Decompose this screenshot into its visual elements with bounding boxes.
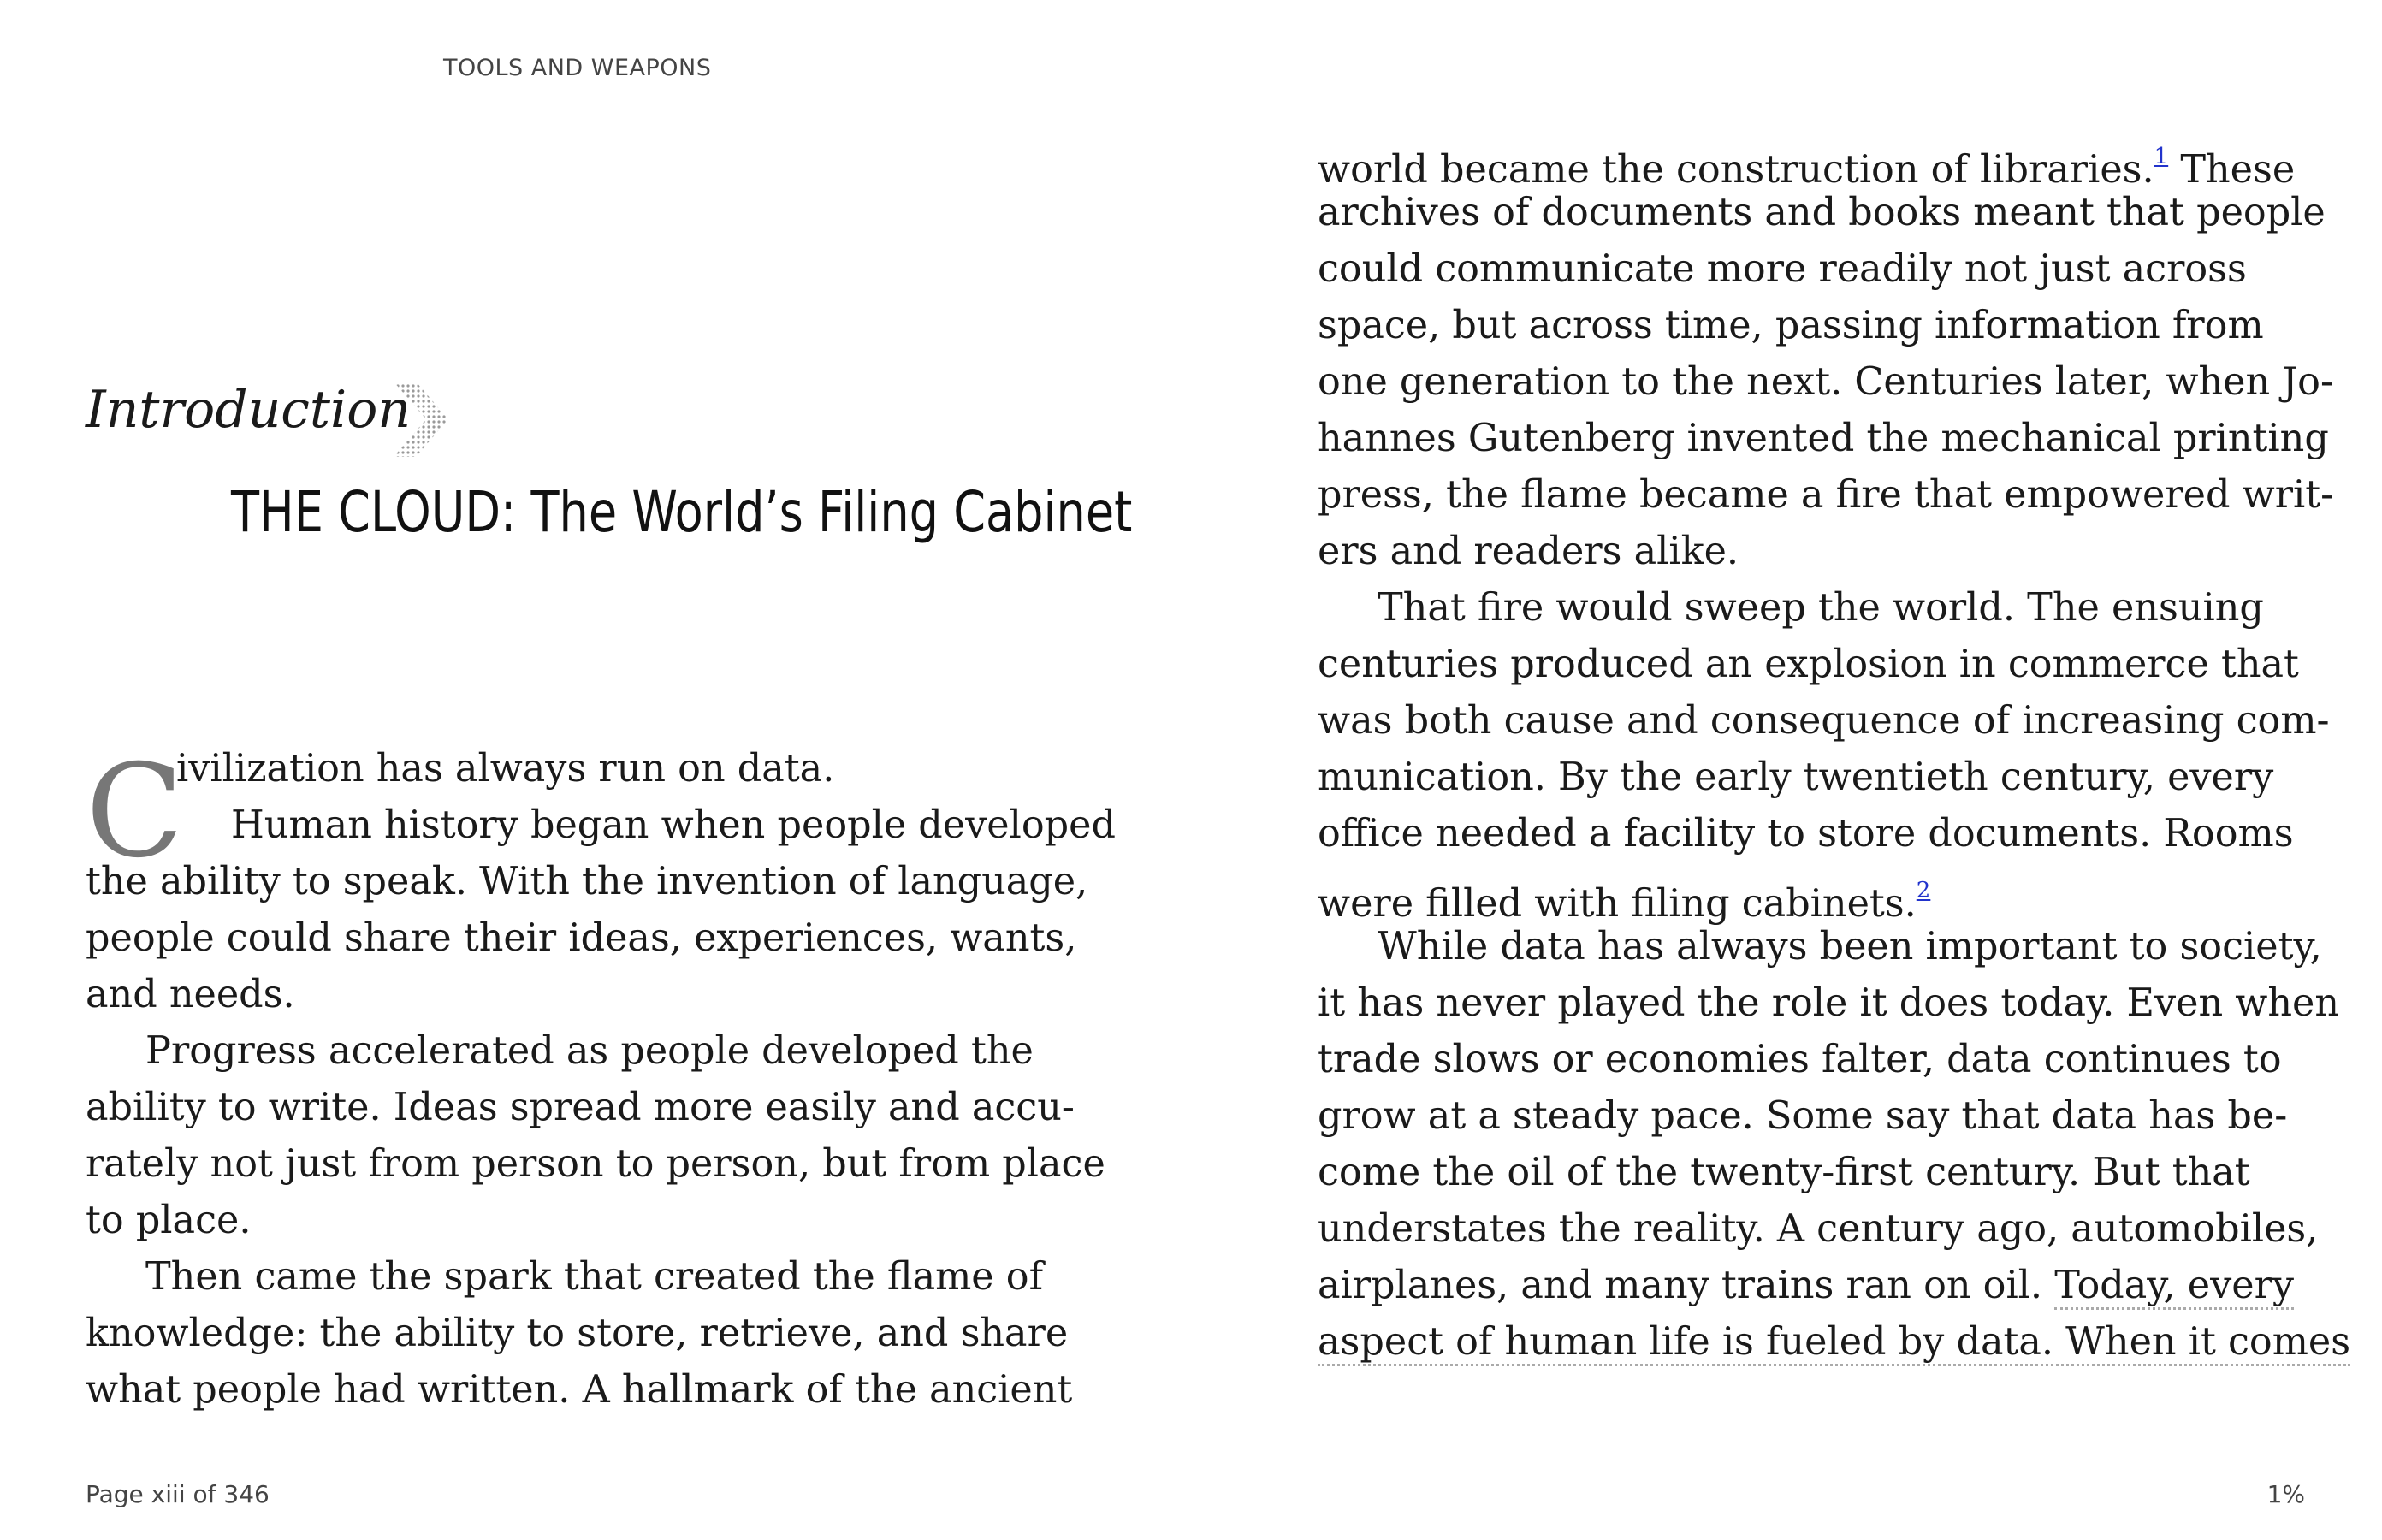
text-segment: These: [2168, 148, 2296, 192]
text-line: it has never played the role it does today. Even when: [1318, 981, 2340, 1025]
chapter-label: Introduction: [86, 380, 411, 440]
popular-highlight[interactable]: Today, every: [2054, 1264, 2294, 1310]
text-line: Then came the spark that created the flame of: [145, 1255, 1044, 1299]
text-line: Human history began when people developed: [231, 803, 1116, 847]
chevron-ornament-icon: [390, 378, 452, 460]
text-line: could communicate more readily not just across: [1318, 247, 2247, 291]
text-line: centuries produced an explosion in commerce that: [1318, 643, 2299, 686]
text-line: the ability to speak. With the invention of language,: [86, 860, 1088, 903]
text-line: and needs.: [86, 973, 295, 1016]
text-line: come the oil of the twenty-first century. But that: [1318, 1151, 2250, 1194]
chapter-title: THE CLOUD: The World’s Filing Cabinet: [231, 479, 1133, 545]
text-line: press, the flame became a fire that empowered writ-: [1318, 473, 2334, 517]
text-line: rately not just from person to person, but from place: [86, 1142, 1105, 1186]
text-line: understates the reality. A century ago, automobiles,: [1318, 1207, 2319, 1251]
text-line: That fire would sweep the world. The ensuing: [1378, 586, 2264, 630]
reading-progress: 1%: [2266, 1480, 2305, 1508]
drop-cap: C: [86, 737, 184, 886]
running-head: TOOLS AND WEAPONS: [443, 55, 712, 81]
text-line: knowledge: the ability to store, retrieve, and share: [86, 1312, 1069, 1355]
text-line: ers and readers alike.: [1318, 530, 1739, 573]
text-line: trade slows or economies falter, data continues to: [1318, 1038, 2282, 1081]
text-line: what people had written. A hallmark of the ancient: [86, 1368, 1073, 1412]
text-line: space, but across time, passing information from: [1318, 304, 2264, 347]
text-line: archives of documents and books meant that people: [1318, 191, 2326, 234]
text-line: was both cause and consequence of increasing com-: [1318, 699, 2330, 743]
footnote-link-1[interactable]: 1: [2154, 144, 2169, 169]
text-line: [1318, 1258, 2294, 1314]
text-line: people could share their ideas, experiences, wants,: [86, 916, 1077, 960]
text-line: one generation to the next. Centuries later, when Jo-: [1318, 360, 2333, 404]
text-line: office needed a facility to store documents. Rooms: [1318, 812, 2294, 856]
text-line: munication. By the early twentieth century, every: [1318, 755, 2274, 799]
text-line: grow at a steady pace. Some say that data has be-: [1318, 1094, 2288, 1138]
footnote-link-2[interactable]: 2: [1916, 878, 1931, 903]
text-line: ivilization has always run on data.: [176, 747, 835, 791]
text-line: ability to write. Ideas spread more easily and accu-: [86, 1086, 1075, 1129]
popular-highlight[interactable]: aspect of human life is fueled by data. When it comes: [1318, 1320, 2350, 1366]
text-line: While data has always been important to society,: [1378, 925, 2322, 968]
text-line: hannes Gutenberg invented the mechanical printing: [1318, 417, 2329, 460]
text-line: Progress accelerated as people developed the: [145, 1029, 1034, 1073]
text-segment: were filled with filing cabinets.: [1318, 882, 1917, 926]
text-segment: world became the construction of libraries.: [1318, 148, 2154, 192]
page-location: Page xiii of 346: [86, 1480, 270, 1508]
text-segment: airplanes, and many trains ran on oil.: [1318, 1264, 2055, 1307]
text-line: [1318, 1314, 2350, 1371]
text-line: to place.: [86, 1199, 252, 1242]
